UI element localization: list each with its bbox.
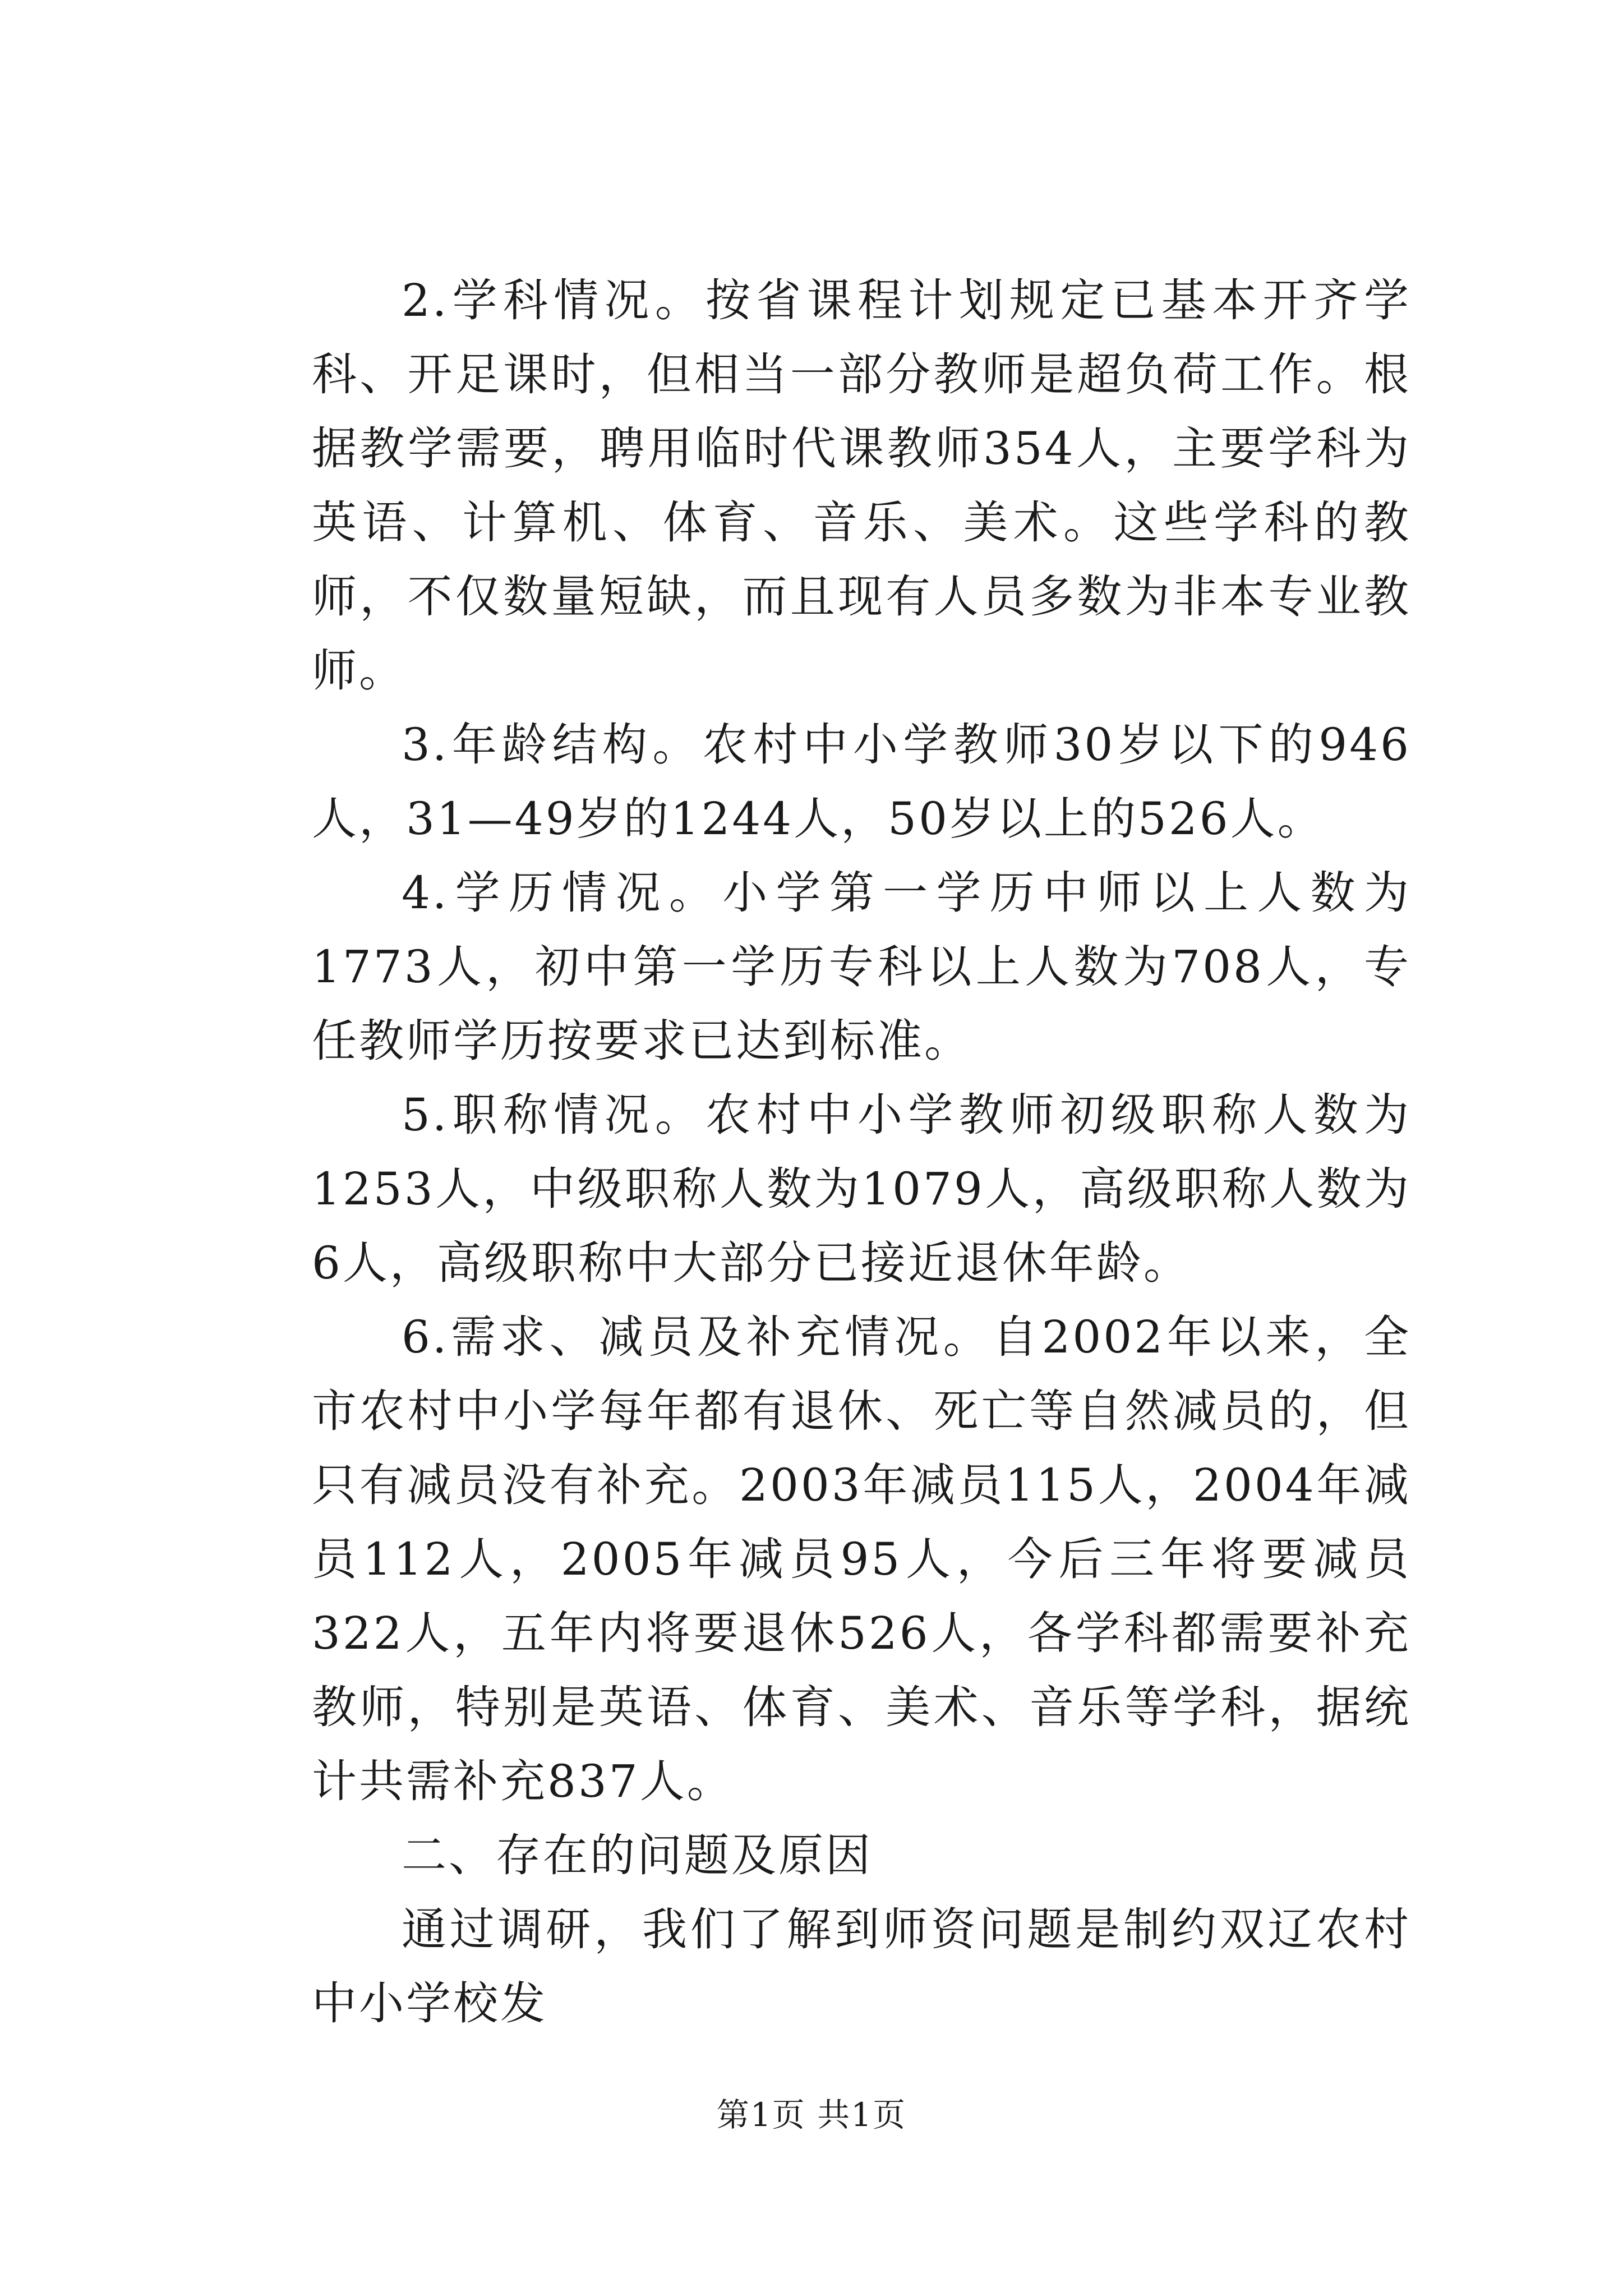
section-heading-problems: 二、存在的问题及原因: [402, 1829, 873, 1881]
paragraph-research-findings: 通过调研，我们了解到师资问题是制约双辽农村中小学校发: [312, 1903, 1411, 2030]
paragraph-education-background: 4.学历情况。小学第一学历中师以上人数为1773人，初中第一学历专科以上人数为708人，专任教师学历按要求已达到标准。: [312, 867, 1411, 1067]
paragraph-professional-titles: 5.职称情况。农村中小学教师初级职称人数为1253人，中级职称人数为1079人，高级职称人数为6人，高级职称中大部分已接近退休年龄。: [312, 1089, 1411, 1289]
paragraph-demand-and-reduction: 6.需求、减员及补充情况。自2002年以来，全市农村中小学每年都有退休、死亡等自然减员的，但只有减员没有补充。2003年减员115人，2004年减员112人，2005年减员95人，今后三年将要减员322人，五年内将要退休526人，各学科都需要补充教师，特别是英语、体育、美术、音乐等学科，据统计共需补充837人。: [312, 1311, 1411, 1807]
paragraph-subject-situation: 2.学科情况。按省课程计划规定已基本开齐学科、开足课时，但相当一部分教师是超负荷工作。根据教学需要，聘用临时代课教师354人，主要学科为英语、计算机、体育、音乐、美术。这些学科的教师，不仅数量短缺，而且现有人员多数为非本专业教师。: [312, 274, 1411, 697]
page-number-footer: 第1页 共1页: [716, 2096, 907, 2134]
paragraph-age-structure: 3.年龄结构。农村中小学教师30岁以下的946人，31—49岁的1244人，50岁以上的526人。: [312, 719, 1411, 845]
document-body: [312, 264, 1411, 2041]
